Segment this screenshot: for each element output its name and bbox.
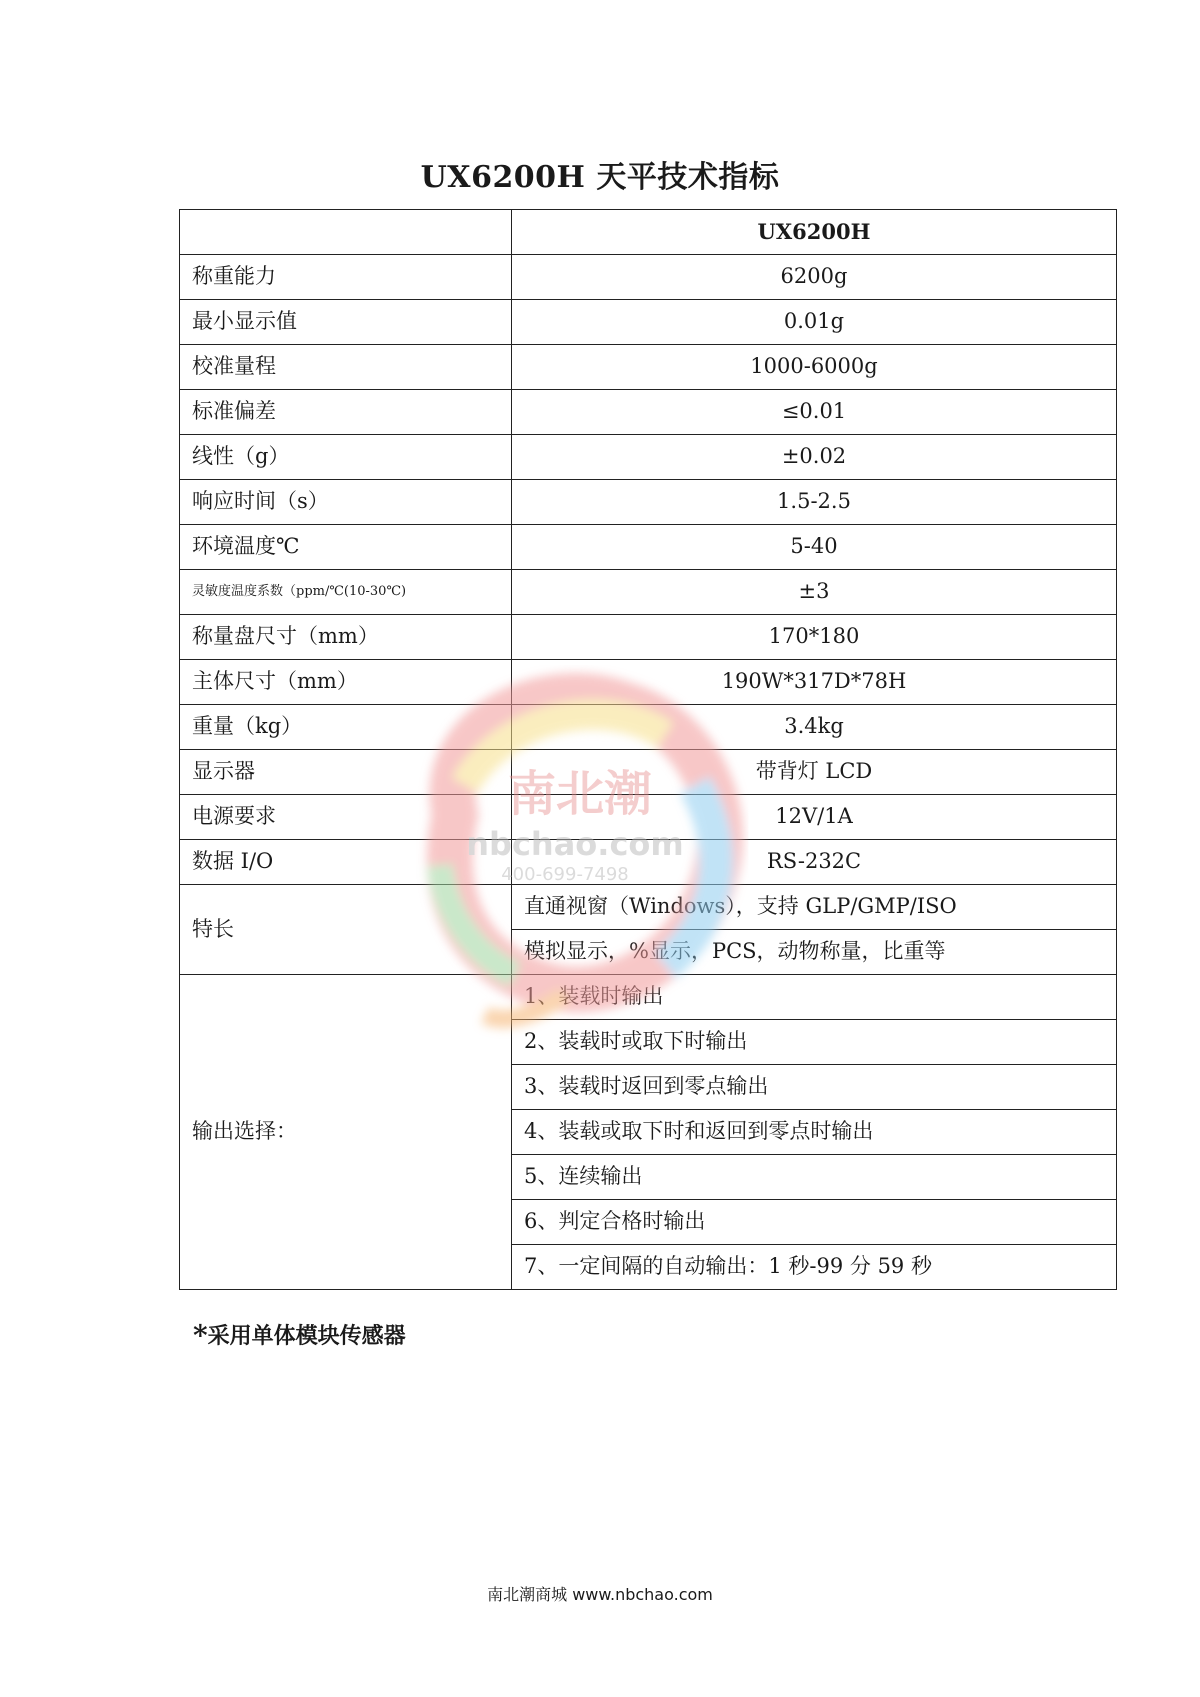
page-footer: 南北潮商城 www.nbchao.com (487, 1585, 713, 1604)
output-item: 1、装载时输出 (512, 975, 1117, 1020)
row-label: 主体尺寸（mm） (180, 660, 512, 705)
row-value: 6200g (512, 255, 1117, 300)
row-value: 1.5-2.5 (512, 480, 1117, 525)
output-item: 4、装载或取下时和返回到零点时输出 (512, 1110, 1117, 1155)
row-value: 1000-6000g (512, 345, 1117, 390)
watermark-phone: 400-699-7498 (501, 864, 629, 885)
footnote-text: 采用单体模块传感器 (207, 1323, 406, 1349)
table-row (180, 345, 1117, 390)
output-item: 2、装载时或取下时输出 (512, 1020, 1117, 1065)
row-label: 显示器 (180, 750, 512, 795)
document-title: UX6200H 天平技术指标 (420, 160, 780, 195)
row-value: ±3 (512, 570, 1117, 615)
row-label: 称量盘尺寸（mm） (180, 615, 512, 660)
footnote (193, 1319, 406, 1352)
row-label: 线性（g） (180, 435, 512, 480)
spec-table (179, 209, 1117, 1290)
watermark-brand: 南北潮 (507, 766, 653, 822)
table-row (180, 705, 1117, 750)
row-label: 数据 I/O (180, 840, 512, 885)
row-value: ±0.02 (512, 435, 1117, 480)
table-row (180, 570, 1117, 615)
footnote-star: * (193, 1319, 208, 1352)
output-item: 5、连续输出 (512, 1155, 1117, 1200)
row-label: 电源要求 (180, 795, 512, 840)
table-row (180, 300, 1117, 345)
header-model-cell: UX6200H (512, 210, 1117, 255)
table-row (180, 255, 1117, 300)
table-row (180, 615, 1117, 660)
table-row (180, 480, 1117, 525)
feature-item: 直通视窗（Windows），支持 GLP/GMP/ISO (512, 885, 1117, 930)
row-value: 带背灯 LCD (512, 750, 1117, 795)
table-row (180, 525, 1117, 570)
row-label: 灵敏度温度系数（ppm/℃(10-30℃) (180, 570, 512, 615)
table-header-row (180, 210, 1117, 255)
table-row (180, 750, 1117, 795)
features-row (180, 885, 1117, 930)
features-label: 特长 (180, 885, 512, 975)
row-value: 0.01g (512, 300, 1117, 345)
table-row (180, 795, 1117, 840)
row-value: 170*180 (512, 615, 1117, 660)
output-label: 输出选择： (180, 975, 512, 1290)
output-item: 3、装载时返回到零点输出 (512, 1065, 1117, 1110)
row-label: 环境温度℃ (180, 525, 512, 570)
table-row (180, 660, 1117, 705)
row-value: ≤0.01 (512, 390, 1117, 435)
row-value: 5-40 (512, 525, 1117, 570)
row-label: 标准偏差 (180, 390, 512, 435)
table-row (180, 390, 1117, 435)
row-label: 称重能力 (180, 255, 512, 300)
table-row (180, 435, 1117, 480)
row-label: 响应时间（s） (180, 480, 512, 525)
row-value: RS-232C (512, 840, 1117, 885)
row-value: 12V/1A (512, 795, 1117, 840)
feature-item: 模拟显示，%显示，PCS，动物称量，比重等 (512, 930, 1117, 975)
header-empty-cell (180, 210, 512, 255)
row-label: 校准量程 (180, 345, 512, 390)
output-item: 7、一定间隔的自动输出：1 秒-99 分 59 秒 (512, 1245, 1117, 1290)
watermark-domain: nbchao.com (466, 825, 684, 863)
output-row (180, 975, 1117, 1020)
row-label: 最小显示值 (180, 300, 512, 345)
row-value: 190W*317D*78H (512, 660, 1117, 705)
table-row (180, 840, 1117, 885)
row-label: 重量（kg） (180, 705, 512, 750)
output-item: 6、判定合格时输出 (512, 1200, 1117, 1245)
row-value: 3.4kg (512, 705, 1117, 750)
